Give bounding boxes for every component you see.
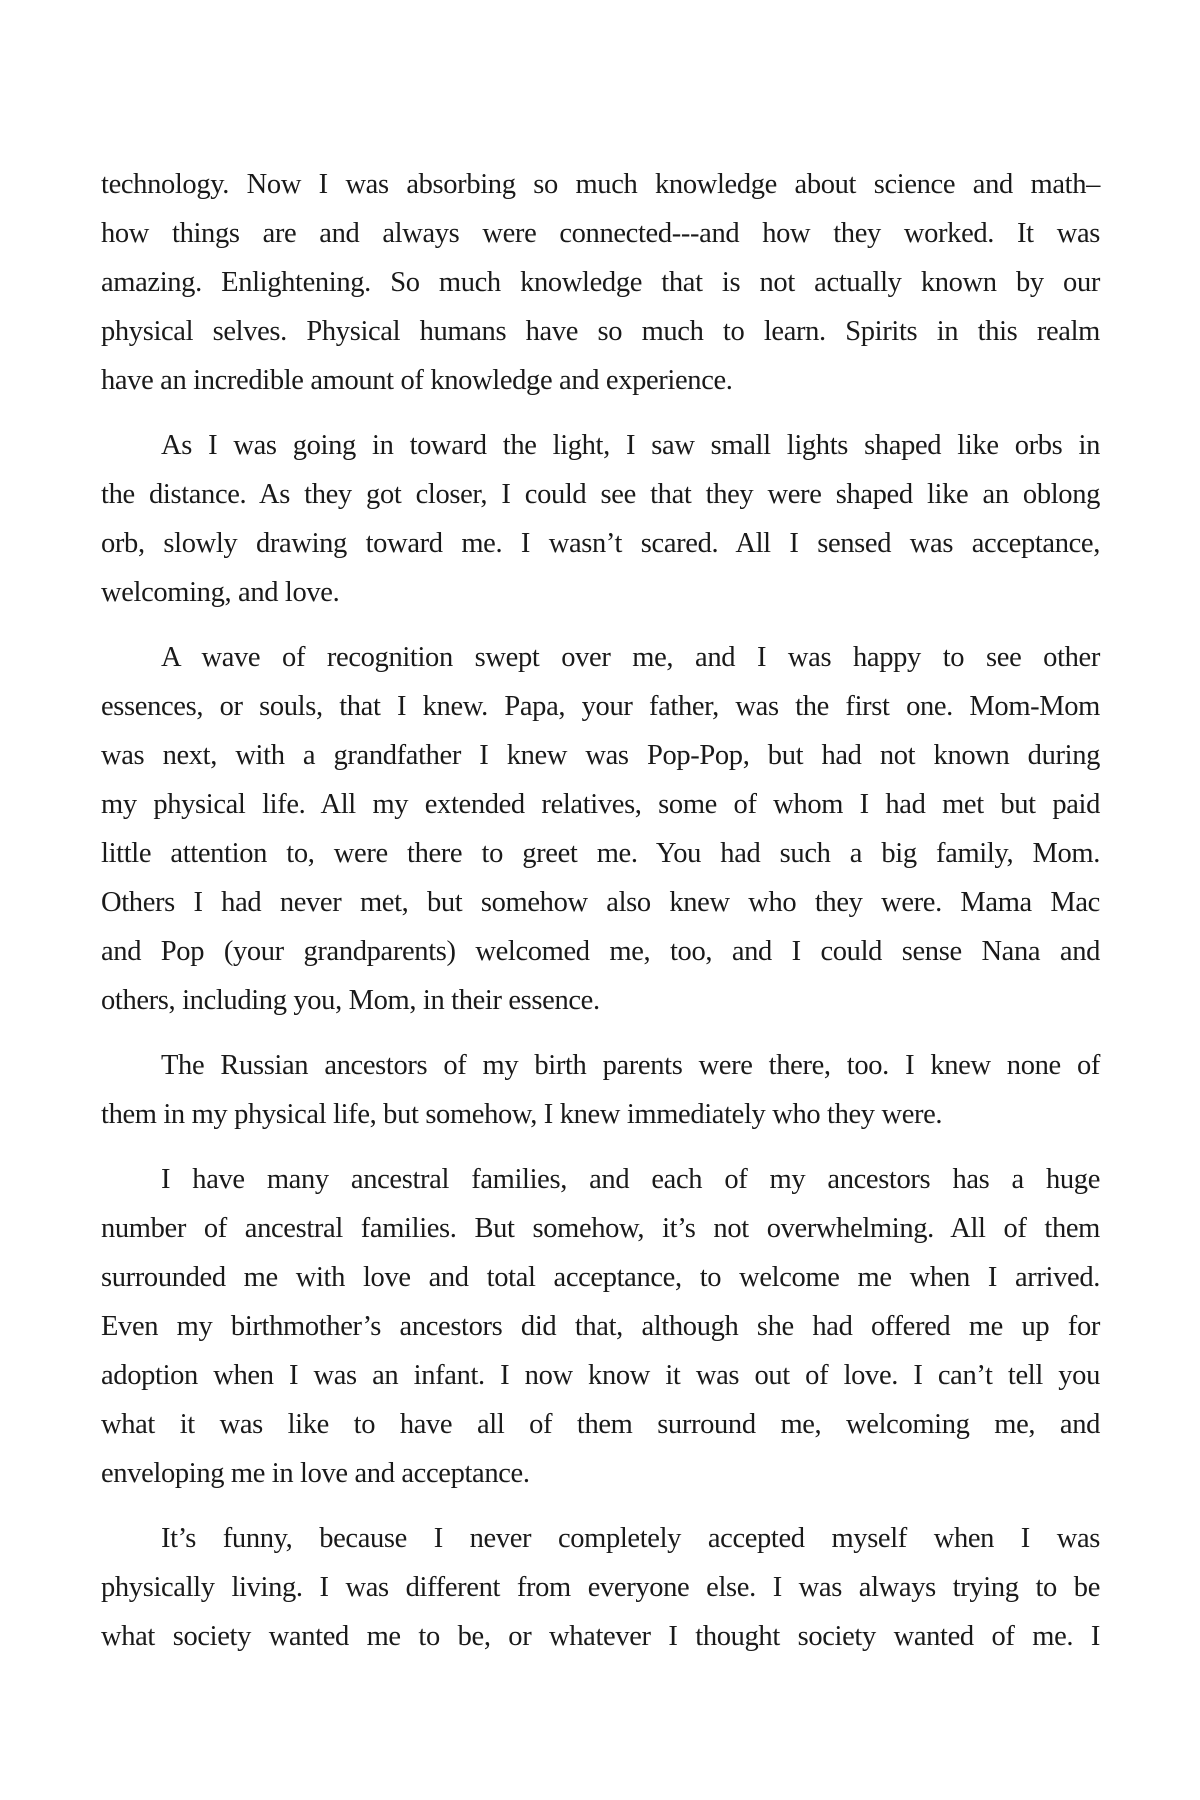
text-line: physically living. I was different from everyone else. I was always trying to be <box>101 1572 1100 1603</box>
text-line: Even my birthmother’s ancestors did that, although she had offered me up for <box>101 1311 1100 1342</box>
text-line: A wave of recognition swept over me, and I was happy to see other <box>161 642 1100 673</box>
text-line: the distance. As they got closer, I could see that they were shaped like an oblong <box>101 479 1100 510</box>
paragraph-6 <box>101 1514 1100 1661</box>
paragraph-3 <box>101 633 1100 1025</box>
paragraph-1 <box>101 160 1100 405</box>
text-line: welcoming, and love. <box>101 577 340 608</box>
text-line: I have many ancestral families, and each of my ancestors has a huge <box>161 1164 1100 1195</box>
text-line: was next, with a grandfather I knew was Pop-Pop, but had not known during <box>101 740 1100 771</box>
text-line: little attention to, were there to greet me. You had such a big family, Mom. <box>101 838 1100 869</box>
text-line: essences, or souls, that I knew. Papa, your father, was the first one. Mom-Mom <box>101 691 1100 722</box>
text-line: what society wanted me to be, or whatever I thought society wanted of me. I <box>101 1621 1100 1652</box>
text-line: surrounded me with love and total acceptance, to welcome me when I arrived. <box>101 1262 1100 1293</box>
text-line: technology. Now I was absorbing so much knowledge about science and math– <box>101 169 1100 200</box>
text-line: Others I had never met, but somehow also knew who they were. Mama Mac <box>101 887 1100 918</box>
text-line: number of ancestral families. But somehow, it’s not overwhelming. All of them <box>101 1213 1100 1244</box>
paragraph-2 <box>101 421 1100 617</box>
text-line: have an incredible amount of knowledge and experience. <box>101 365 733 396</box>
text-line: adoption when I was an infant. I now know it was out of love. I can’t tell you <box>101 1360 1100 1391</box>
text-line: my physical life. All my extended relatives, some of whom I had met but paid <box>101 789 1100 820</box>
paragraph-4 <box>101 1041 1100 1139</box>
text-line: and Pop (your grandparents) welcomed me, too, and I could sense Nana and <box>101 936 1100 967</box>
text-line: what it was like to have all of them surround me, welcoming me, and <box>101 1409 1100 1440</box>
text-line: It’s funny, because I never completely accepted myself when I was <box>161 1523 1100 1554</box>
text-line: others, including you, Mom, in their essence. <box>101 985 600 1016</box>
text-line: As I was going in toward the light, I saw small lights shaped like orbs in <box>161 430 1100 461</box>
text-line: how things are and always were connected---and how they worked. It was <box>101 218 1100 249</box>
text-line: enveloping me in love and acceptance. <box>101 1458 530 1489</box>
paragraph-5 <box>101 1155 1100 1498</box>
text-line: orb, slowly drawing toward me. I wasn’t scared. All I sensed was acceptance, <box>101 528 1100 559</box>
text-line: them in my physical life, but somehow, I knew immediately who they were. <box>101 1099 943 1130</box>
text-line: The Russian ancestors of my birth parents were there, too. I knew none of <box>161 1050 1100 1081</box>
text-line: amazing. Enlightening. So much knowledge that is not actually known by our <box>101 267 1100 298</box>
text-line: physical selves. Physical humans have so much to learn. Spirits in this realm <box>101 316 1100 347</box>
book-page <box>101 160 1100 1677</box>
